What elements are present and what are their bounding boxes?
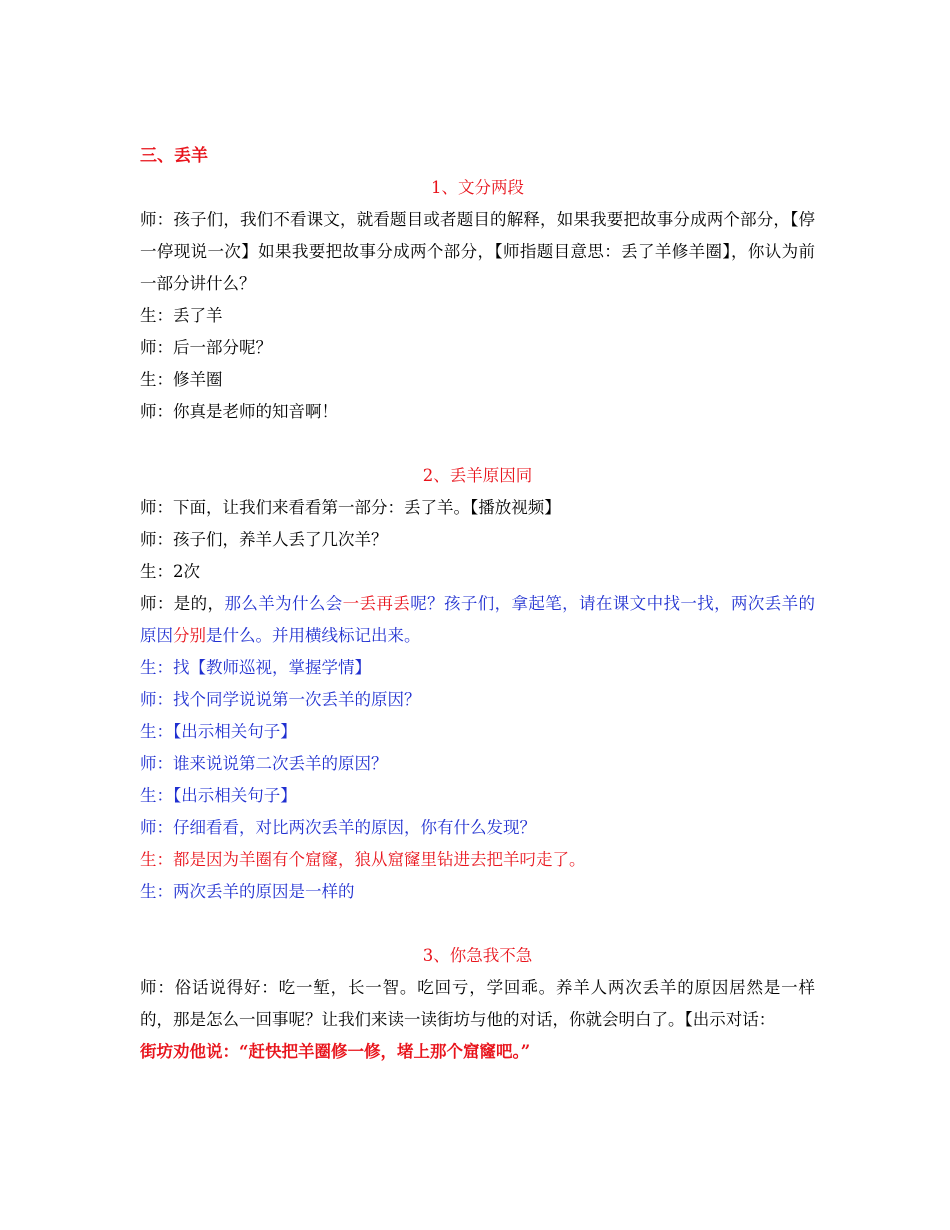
question-text: 那么羊为什么会	[224, 594, 343, 613]
instruction-text: 是什么。并用横线标记出来。	[206, 626, 421, 645]
dialogue-line: 生：2次	[140, 562, 200, 581]
dialogue-line: 生：两次丢羊的原因是一样的	[140, 882, 355, 901]
section-title-2: 2、丢羊原因同	[422, 466, 533, 485]
dialogue-line-mixed	[140, 588, 815, 652]
section-title-1: 1、文分两段	[431, 178, 524, 197]
highlight-text: 一丢再丢	[342, 594, 411, 613]
document-page	[140, 140, 815, 1068]
speaker-text: 师：是的，	[140, 594, 225, 613]
dialogue-line: 师：仔细看看，对比两次丢羊的原因，你有什么发现？	[140, 818, 536, 837]
dialogue-line: 师：谁来说说第二次丢羊的原因？	[140, 754, 388, 773]
dialogue-line: 生：【出示相关句子】	[140, 786, 297, 805]
dialogue-line: 师：孩子们，养羊人丢了几次羊？	[140, 530, 388, 549]
instruction-text: 呢？孩子们，拿起笔，请在课文中找一找，两次丢羊的原因	[140, 594, 816, 645]
dialogue-line: 生：【出示相关句子】	[140, 722, 297, 741]
dialogue-line: 生：修羊圈	[140, 370, 223, 389]
dialogue-line: 师：下面，让我们来看看第一部分：丢了羊。【播放视频】	[140, 498, 561, 517]
dialogue-line: 生：找【教师巡视，掌握学情】	[140, 658, 371, 677]
section-gap	[140, 908, 815, 940]
section-gap	[140, 428, 815, 460]
highlight-text: 分别	[173, 626, 206, 645]
dialogue-line-answer: 生：都是因为羊圈有个窟窿，狼从窟窿里钻进去把羊叼走了。	[140, 850, 586, 869]
dialogue-line: 师：你真是老师的知音啊！	[140, 402, 338, 421]
section-title-3: 3、你急我不急	[422, 946, 533, 965]
dialogue-line: 生：丢了羊	[140, 306, 223, 325]
dialogue-line: 师：找个同学说说第一次丢羊的原因？	[140, 690, 421, 709]
page-heading: 三、丢羊	[140, 146, 208, 166]
dialogue-line: 师：后一部分呢？	[140, 338, 272, 357]
dialogue-line: 师：孩子们，我们不看课文，就看题目或者题目的解释，如果我要把故事分成两个部分，【停一停现说一次】如果我要把故事分成两个部分，【师指题目意思：丢了羊修羊圈】，你认为前一部分讲什么？	[140, 210, 815, 293]
dialogue-paragraph: 师：俗话说得好：吃一堑，长一智。吃回亏，学回乖。养羊人两次丢羊的原因居然是一样的，那是怎么一回事呢？让我们来读一读街坊与他的对话，你就会明白了。【出示对话：	[140, 978, 815, 1029]
quote-line: 街坊劝他说：“赶快把羊圈修一修，堵上那个窟窿吧。”	[140, 1042, 531, 1061]
